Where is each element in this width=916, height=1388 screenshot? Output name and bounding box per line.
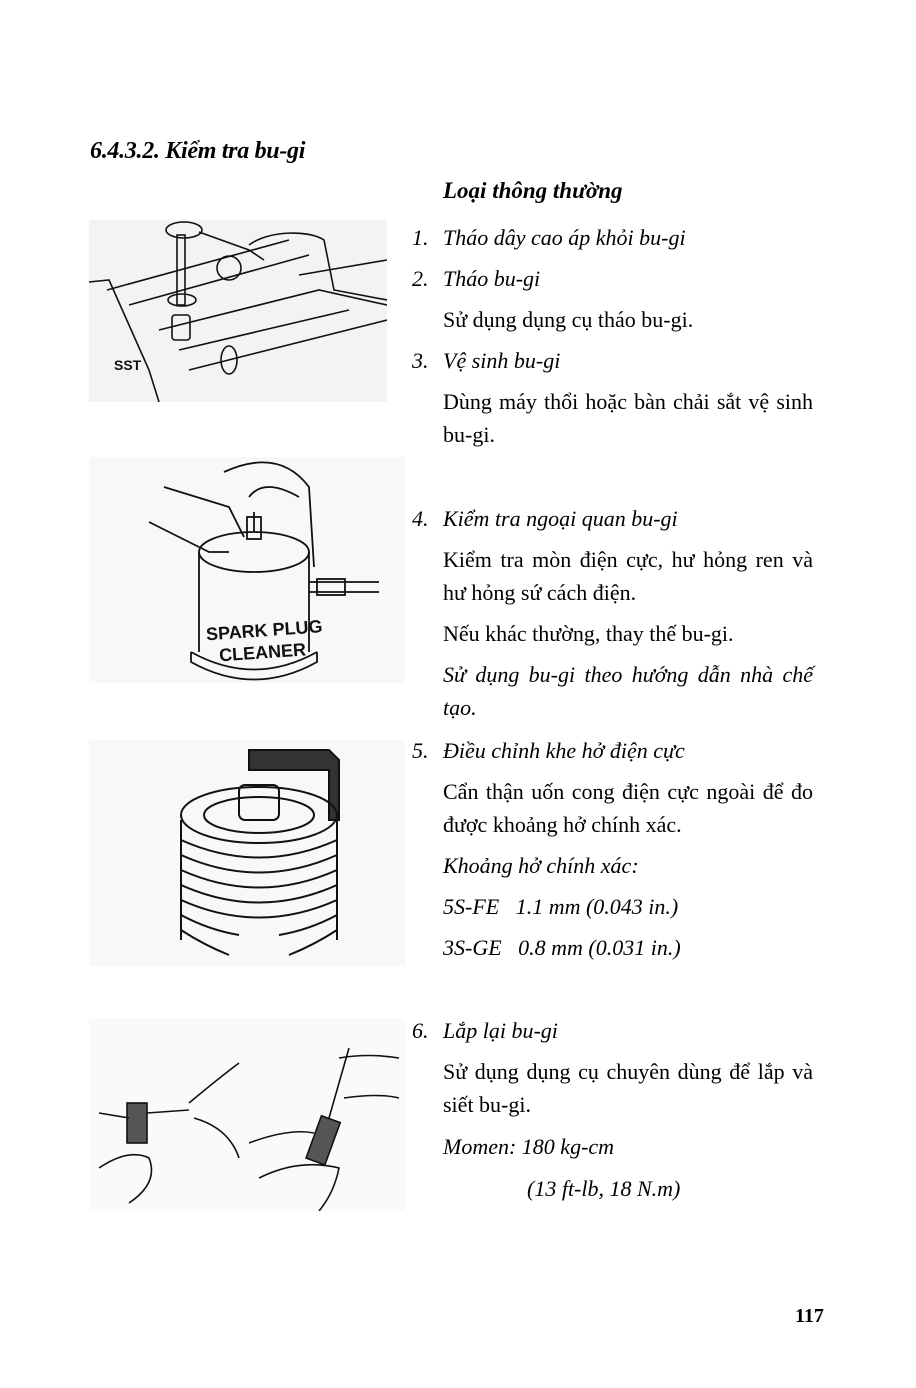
spark-plug-cleaner-illustration bbox=[89, 457, 405, 683]
step-6-body: Sử dụng dụng cụ chuyên dùng để lắp và siết bu-gi. bbox=[443, 1059, 813, 1117]
section-heading: 6.4.3.2. Kiểm tra bu-gi bbox=[90, 138, 306, 164]
step-5-body: Cẩn thận uốn cong điện cực ngoài để đo được khoảng hở chính xác. bbox=[443, 779, 813, 837]
step-4-body2: Nếu khác thường, thay thế bu-gi. bbox=[443, 621, 734, 646]
step-4-title: 4. Kiểm tra ngoại quan bu-gi bbox=[412, 506, 678, 531]
step-5-title: 5. Điều chỉnh khe hở điện cực bbox=[412, 738, 685, 763]
install-spark-plug-illustration bbox=[89, 1018, 405, 1211]
step-3-body: Dùng máy thổi hoặc bàn chải sắt vệ sinh bu-gi. bbox=[443, 389, 813, 447]
step-5-spec-3sge: 3S-GE 0.8 mm (0.031 in.) bbox=[443, 935, 681, 960]
figure-remove-spark-plug bbox=[89, 220, 387, 402]
step-1-title: 1. Tháo dây cao áp khỏi bu-gi bbox=[412, 225, 686, 250]
subheading: Loại thông thường bbox=[443, 178, 623, 203]
step-6-torque: Momen: 180 kg-cm bbox=[443, 1134, 615, 1159]
figure-install-spark-plug bbox=[89, 1018, 405, 1211]
step-2-body: Sử dụng dụng cụ tháo bu-gi. bbox=[443, 307, 694, 332]
step-4-body: Kiểm tra mòn điện cực, hư hỏng ren và hư hỏng sứ cách điện. bbox=[443, 547, 813, 605]
step-5-spec-label: Khoảng hở chính xác: bbox=[443, 853, 639, 878]
cleaner-label-line1: SPARK PLUG bbox=[205, 616, 324, 645]
page-number: 117 bbox=[795, 1305, 824, 1327]
step-3-title: 3. Vệ sinh bu-gi bbox=[412, 348, 561, 373]
ratchet-engine-illustration bbox=[89, 220, 387, 402]
sst-label: SST bbox=[114, 357, 142, 373]
step-5-spec-5sfe: 5S-FE 1.1 mm (0.043 in.) bbox=[443, 894, 679, 919]
figure-electrode-gap bbox=[89, 740, 405, 966]
step-2-title: 2. Tháo bu-gi bbox=[412, 266, 541, 291]
figure-spark-plug-cleaner bbox=[89, 457, 405, 683]
cleaner-label-line2: CLEANER bbox=[218, 639, 307, 666]
step-6-torque-alt: (13 ft-lb, 18 N.m) bbox=[527, 1176, 681, 1201]
electrode-gap-illustration bbox=[89, 740, 405, 966]
step-4-note: Sử dụng bu-gi theo hướng dẫn nhà chế tạo. bbox=[443, 662, 813, 720]
step-6-title: 6. Lắp lại bu-gi bbox=[412, 1018, 558, 1043]
